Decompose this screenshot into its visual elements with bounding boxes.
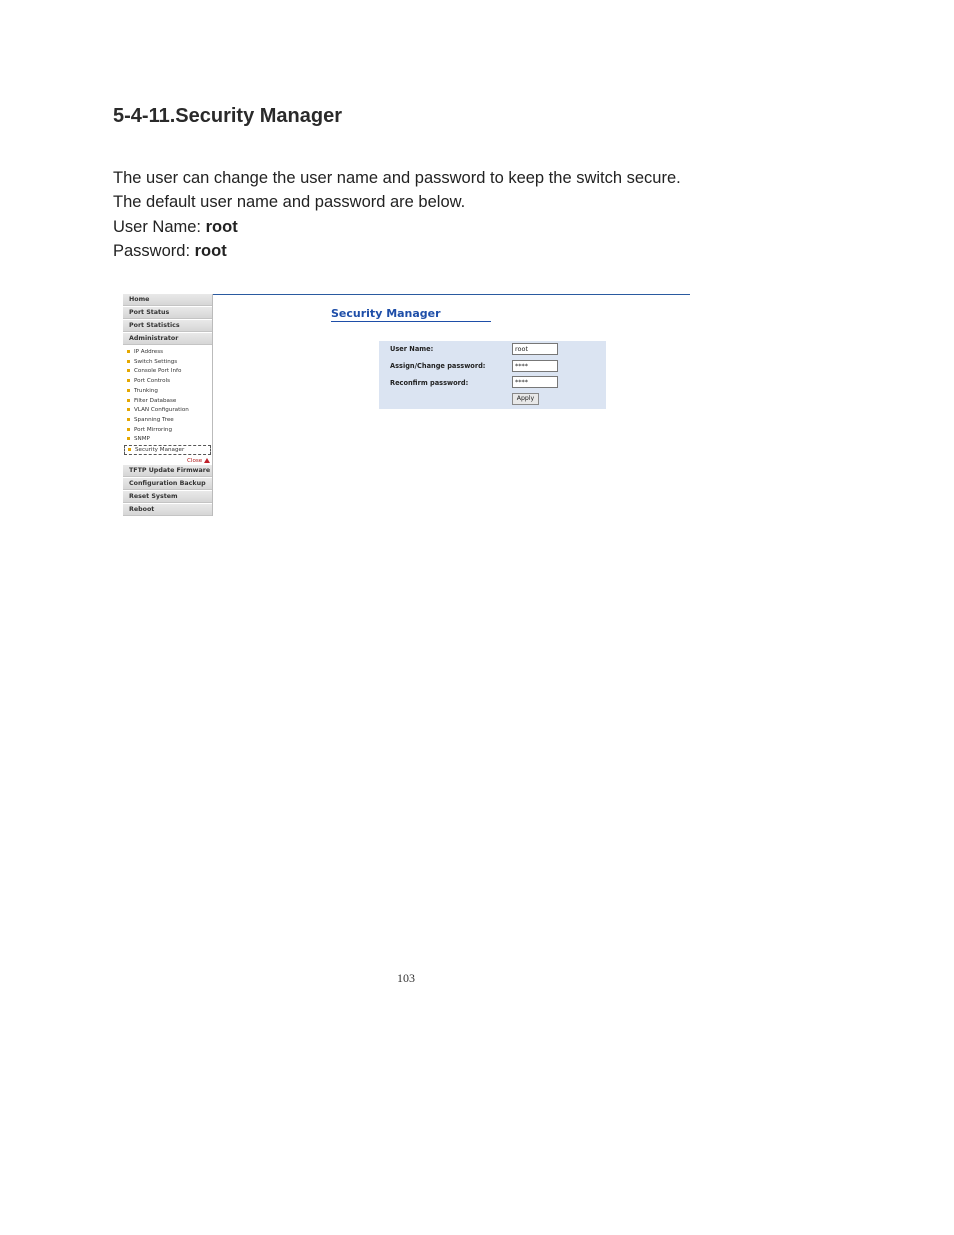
submenu-label: IP Address [134, 349, 164, 355]
bullet-icon [128, 448, 131, 451]
reconfirm-password-input[interactable]: **** [512, 376, 558, 388]
security-form [379, 341, 606, 409]
apply-button[interactable]: Apply [512, 393, 539, 405]
menu-configuration-backup[interactable]: Configuration Backup [123, 478, 213, 490]
submenu-spanning-tree[interactable] [127, 416, 174, 425]
bullet-icon [127, 418, 130, 421]
default-username-line [113, 217, 238, 237]
menu-port-status[interactable]: Port Status [123, 307, 213, 319]
menu-tftp-update-firmware[interactable]: TFTP Update Firmware [123, 465, 213, 477]
assign-password-label: Assign/Change password: [390, 362, 486, 370]
username-value: root [205, 218, 238, 236]
sidebar-menu [123, 294, 213, 516]
bullet-icon [127, 360, 130, 363]
menu-home[interactable]: Home [123, 294, 213, 306]
username-label: User Name: [113, 218, 206, 236]
menu-reboot[interactable]: Reboot [123, 504, 213, 516]
submenu-console-port-info[interactable] [127, 367, 181, 376]
submenu-label: Filter Database [134, 397, 177, 404]
submenu-label: Spanning Tree [134, 416, 174, 423]
user-name-input[interactable]: root [512, 343, 558, 355]
section-heading: 5-4-11.Security Manager [113, 105, 342, 127]
close-label: Close [187, 458, 203, 464]
submenu-ip-address[interactable] [127, 348, 163, 357]
submenu-security-manager[interactable] [124, 445, 211, 455]
submenu-label: Trunking [134, 387, 158, 394]
submenu-label: SNMP [134, 436, 150, 443]
header-rule [213, 294, 690, 295]
password-value: root [194, 242, 227, 260]
bullet-icon [127, 399, 130, 402]
submenu-label: Port Controls [134, 378, 171, 385]
up-arrow-icon [204, 458, 210, 463]
bullet-icon [127, 437, 130, 440]
submenu-snmp[interactable] [127, 435, 150, 444]
user-name-label: User Name: [390, 345, 434, 353]
submenu-filter-database[interactable] [127, 397, 176, 406]
assign-password-input[interactable]: **** [512, 360, 558, 372]
submenu-trunking[interactable] [127, 387, 158, 396]
submenu-label: VLAN Configuration [134, 407, 189, 414]
menu-port-statistics[interactable]: Port Statistics [123, 320, 213, 332]
default-password-line [113, 241, 227, 261]
bullet-icon [127, 408, 130, 411]
bullet-icon [127, 389, 130, 392]
bullet-icon [127, 379, 130, 382]
submenu-port-mirroring[interactable] [127, 426, 172, 435]
reconfirm-password-label: Reconfirm password: [390, 379, 469, 387]
menu-administrator[interactable]: Administrator [123, 333, 213, 345]
intro-paragraph: The user can change the user name and password to keep the switch secure. [113, 169, 681, 187]
menu-reset-system[interactable]: Reset System [123, 491, 213, 503]
submenu-switch-settings[interactable] [127, 358, 177, 367]
bullet-icon [127, 350, 130, 353]
password-label: Password: [113, 242, 195, 260]
page-number: 103 [397, 971, 415, 985]
submenu-port-controls[interactable] [127, 377, 170, 386]
bullet-icon [127, 369, 130, 372]
submenu-label: Port Mirroring [134, 426, 172, 433]
default-credentials-note: The default user name and password are below. [113, 193, 466, 211]
sidebar-divider [212, 294, 213, 516]
submenu-label: Security Manager [135, 447, 185, 453]
submenu-label: Console Port Info [134, 368, 182, 375]
submenu-label: Switch Settings [134, 358, 178, 365]
submenu-vlan-configuration[interactable] [127, 406, 189, 415]
page-title: Security Manager [331, 307, 491, 322]
bullet-icon [127, 428, 130, 431]
security-manager-screenshot [123, 292, 693, 518]
